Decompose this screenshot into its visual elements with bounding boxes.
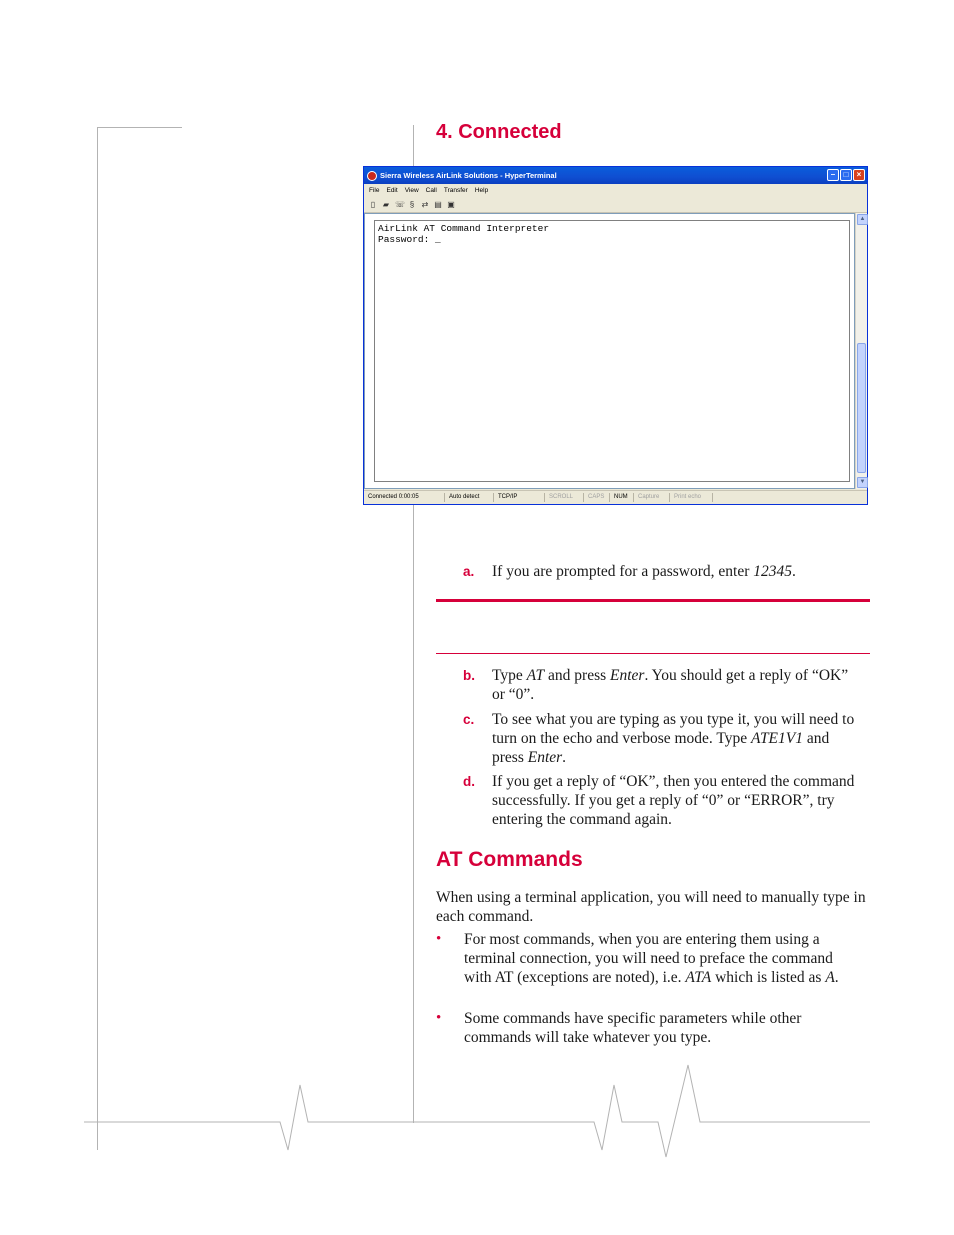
phone-icon[interactable]: ☏ — [395, 199, 406, 209]
minimize-icon[interactable]: – — [827, 169, 839, 181]
at-commands-heading: AT Commands — [436, 848, 583, 871]
terminal-line: AirLink AT Command Interpreter — [378, 223, 550, 234]
bullet-emphasis: ATA — [685, 969, 712, 986]
bullet-text-part: which is listed as — [711, 969, 826, 986]
disconnect-icon[interactable]: § — [409, 199, 415, 209]
section-heading: 4. Connected — [436, 121, 562, 143]
step-a — [463, 562, 863, 581]
note-rule-top — [436, 599, 870, 602]
bullet-item — [436, 1009, 866, 1047]
terminal-line: Password: _ — [378, 234, 441, 245]
step-c — [463, 710, 863, 767]
menu-help[interactable]: Help — [474, 186, 489, 194]
step-text-part: . — [792, 563, 796, 580]
step-text-part: . You should get a reply of “OK” or “0”. — [492, 667, 849, 703]
bullet-text-part: . — [834, 969, 839, 986]
step-b — [463, 666, 863, 704]
receive-icon[interactable]: ▤ — [434, 199, 442, 209]
status-capture: Capture — [634, 493, 670, 502]
bullet-text: Some commands have specific parameters while other commands will take whatever you type. — [464, 1010, 802, 1046]
status-print-echo: Print echo — [670, 493, 713, 502]
terminal-area[interactable] — [364, 213, 855, 489]
menu-bar — [364, 184, 867, 196]
step-label: a. — [463, 564, 475, 579]
window-title: Sierra Wireless AirLink Solutions - HyperTerminal — [380, 171, 557, 180]
maximize-icon[interactable]: □ — [840, 169, 852, 181]
status-detect: Auto detect — [445, 493, 494, 502]
close-icon[interactable]: × — [853, 169, 865, 181]
step-emphasis: Enter — [527, 749, 563, 766]
new-file-icon[interactable]: ▯ — [370, 199, 376, 209]
step-text — [492, 666, 862, 704]
step-emphasis: 12345 — [753, 563, 793, 580]
step-emphasis: ATE1V1 — [751, 730, 803, 747]
step-text-part: . — [562, 749, 567, 766]
bullet-text — [464, 930, 864, 987]
step-text-part: Type — [492, 667, 527, 684]
step-text-part: To see what you are typing as you type it, you will need to turn on the echo and verbose mode. Type — [492, 711, 855, 747]
menu-call[interactable]: Call — [425, 186, 437, 194]
menu-view[interactable]: View — [404, 186, 419, 194]
menu-transfer[interactable]: Transfer — [443, 186, 468, 194]
step-emphasis: AT — [526, 667, 545, 684]
terminal-screen[interactable] — [374, 220, 850, 482]
bullet-icon: • — [436, 1010, 442, 1026]
scroll-up-icon[interactable]: ▲ — [857, 214, 868, 225]
vertical-scrollbar[interactable] — [855, 213, 867, 489]
step-label: b. — [463, 668, 475, 683]
step-text-part: and press — [544, 667, 611, 684]
bullet-text-part: For most commands, when you are entering them using a terminal connection, you will need to preface the command with AT (exceptions are noted), i.e. — [464, 931, 833, 986]
left-margin-rule — [97, 127, 98, 1150]
bullet-item — [436, 930, 866, 987]
top-margin-rule — [97, 127, 182, 128]
bullet-emphasis: A — [825, 969, 835, 986]
status-caps: CAPS — [584, 493, 610, 502]
status-connected: Connected 0:00:05 — [364, 493, 445, 502]
open-folder-icon[interactable]: ▰ — [382, 199, 390, 209]
menu-file[interactable]: File — [369, 186, 380, 194]
status-bar — [364, 490, 867, 504]
footer-heartbeat-line — [0, 1060, 954, 1170]
step-text-part: and press — [492, 730, 830, 766]
app-icon — [367, 171, 377, 181]
toolbar — [364, 196, 867, 213]
step-text: If you get a reply of “OK”, then you entered the command successfully. If you get a reply of “0” or “ERROR”, try entering the command again. — [492, 773, 855, 828]
step-emphasis: Enter — [610, 667, 645, 684]
step-text — [492, 710, 862, 767]
bullet-icon: • — [436, 931, 442, 947]
step-text-part: If you are prompted for a password, enter — [492, 563, 754, 580]
hyperterminal-window — [363, 166, 868, 505]
scroll-down-icon[interactable]: ▼ — [857, 477, 868, 488]
window-titlebar — [364, 167, 867, 184]
status-scroll: SCROLL — [545, 493, 584, 502]
send-icon[interactable]: ⇄ — [421, 199, 429, 209]
step-text — [492, 562, 796, 581]
note-rule-bottom — [436, 653, 870, 654]
scroll-thumb[interactable] — [857, 343, 866, 473]
at-commands-intro: When using a terminal application, you will need to manually type in each command. — [436, 889, 866, 925]
step-label: c. — [463, 712, 475, 727]
status-num: NUM — [610, 493, 634, 502]
status-protocol: TCP/IP — [494, 493, 545, 502]
step-d — [463, 772, 863, 829]
step-label: d. — [463, 774, 475, 789]
properties-icon[interactable]: ▣ — [447, 199, 455, 209]
menu-edit[interactable]: Edit — [386, 186, 398, 194]
